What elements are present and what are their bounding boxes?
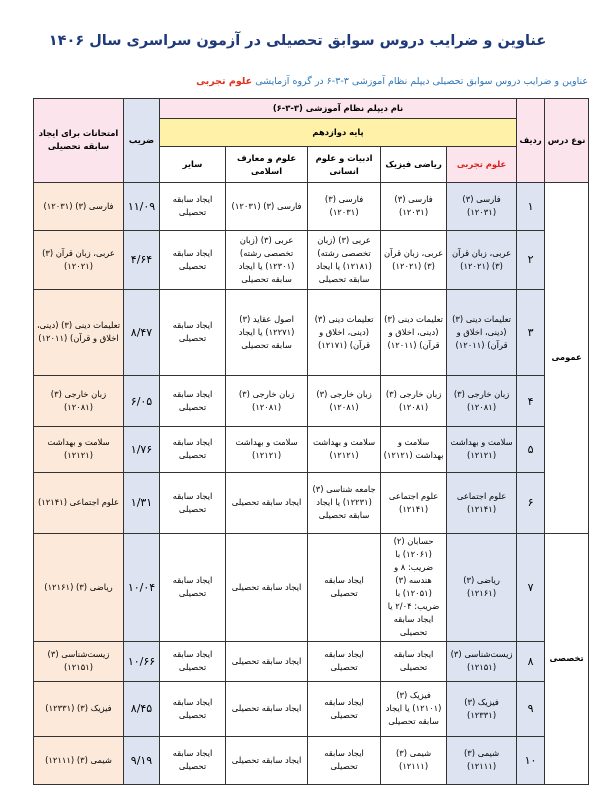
cell-science: تعلیمات دینی (۳) (دینی، اخلاق و قرآن) (۱۲۰۱۱): [447, 289, 517, 376]
row-number: ۶: [517, 473, 545, 534]
cell-math: شیمی (۳) (۱۲۱۱۱): [381, 736, 447, 784]
type-specialized: تخصصی: [545, 533, 589, 784]
cell-math: زبان خارجی (۳) (۱۲۰۸۱): [381, 376, 447, 426]
cell-exam: زبان خارجی (۳) (۱۲۰۸۱): [34, 376, 124, 426]
cell-islamic: عربی (۳) (زبان تخصصی رشته) (۱۲۳۰۱) یا ایجاد سابقه تحصیلی: [226, 231, 308, 290]
cell-humanities: سلامت و بهداشت (۱۲۱۲۱): [308, 426, 381, 472]
cell-humanities: ایجاد سابقه تحصیلی: [308, 533, 381, 641]
table-row: [34, 533, 589, 641]
header-col-other: سایر: [160, 147, 226, 182]
cell-humanities: فارسی (۳) (۱۲۰۳۱): [308, 182, 381, 230]
cell-exam: عربی، زبان قرآن (۳) (۱۲۰۲۱): [34, 231, 124, 290]
cell-math: سلامت و بهداشت (۱۲۱۲۱): [381, 426, 447, 472]
cell-science: شیمی (۳) (۱۲۱۱۱): [447, 736, 517, 784]
row-number: ۵: [517, 426, 545, 472]
cell-math: عربی، زبان قرآن (۳) (۱۲۰۲۱): [381, 231, 447, 290]
cell-humanities: زبان خارجی (۳) (۱۲۰۸۱): [308, 376, 381, 426]
header-row: ردیف: [517, 99, 545, 183]
cell-islamic: سلامت و بهداشت (۱۲۱۲۱): [226, 426, 308, 472]
cell-science: سلامت و بهداشت (۱۲۱۲۱): [447, 426, 517, 472]
cell-islamic: ایجاد سابقه تحصیلی: [226, 533, 308, 641]
page-subtitle: [40, 76, 588, 87]
cell-science: عربی، زبان قرآن (۳) (۱۲۰۲۱): [447, 231, 517, 290]
cell-exam: شیمی (۳) (۱۲۱۱۱): [34, 736, 124, 784]
cell-humanities: جامعه شناسی (۳) (۱۲۲۳۱) یا ایجاد سابقه تحصیلی: [308, 473, 381, 534]
cell-math: فیزیک (۳) (۱۲۱۰۱) یا ایجاد سابقه تحصیلی: [381, 682, 447, 736]
cell-science: زیست‌شناسی (۳) (۱۲۱۵۱): [447, 641, 517, 681]
cell-other: ایجاد سابقه تحصیلی: [160, 682, 226, 736]
cell-coef: ۱/۷۶: [124, 426, 160, 472]
header-coef: ضریب: [124, 99, 160, 183]
row-number: ۲: [517, 231, 545, 290]
header-col-humanities: ادبیات و علوم انسانی: [308, 147, 381, 182]
cell-exam: زیست‌شناسی (۳) (۱۲۱۵۱): [34, 641, 124, 681]
cell-exam: علوم اجتماعی (۱۲۱۴۱): [34, 473, 124, 534]
cell-exam: فیزیک (۳) (۱۲۳۳۱): [34, 682, 124, 736]
row-number: ۷: [517, 533, 545, 641]
cell-science: زبان خارجی (۳) (۱۲۰۸۱): [447, 376, 517, 426]
header-col-math: ریاضی فیزیک: [381, 147, 447, 182]
cell-math: حسابان (۲) (۱۲۰۶۱) با ضریب: ۸ و هندسه (۳) (۱۲۰۵۱) با ضریب: ۲/۰۴ یا ایجاد سابقه تحصیلی: [381, 533, 447, 641]
cell-exam: تعلیمات دینی (۳) (دینی، اخلاق و قرآن) (۱۲۰۱۱): [34, 289, 124, 376]
cell-humanities: ایجاد سابقه تحصیلی: [308, 736, 381, 784]
cell-science: ریاضی (۳) (۱۲۱۶۱): [447, 533, 517, 641]
cell-islamic: ایجاد سابقه تحصیلی: [226, 641, 308, 681]
row-number: ۴: [517, 376, 545, 426]
header-diploma: نام دیپلم نظام آموزشی (۳-۳-۶): [160, 99, 517, 119]
table-row: [34, 231, 589, 290]
header-exams: امتحانات برای ایجاد سابقه تحصیلی: [34, 99, 124, 183]
cell-exam: سلامت و بهداشت (۱۲۱۲۱): [34, 426, 124, 472]
page-title: عناوین و ضرایب دروس سوابق تحصیلی در آزمون سراسری سال ۱۴۰۶: [48, 33, 547, 49]
table-row: [34, 641, 589, 681]
table-row: [34, 376, 589, 426]
cell-coef: ۱۰/۶۶: [124, 641, 160, 681]
cell-coef: ۱۱/۰۹: [124, 182, 160, 230]
header-course-type: نوع درس: [545, 99, 589, 183]
row-number: ۸: [517, 641, 545, 681]
cell-coef: ۴/۶۴: [124, 231, 160, 290]
table-row: [34, 682, 589, 736]
cell-math: تعلیمات دینی (۳) (دینی، اخلاق و قرآن) (۱۲۰۱۱): [381, 289, 447, 376]
cell-islamic: فارسی (۳) (۱۲۰۳۱): [226, 182, 308, 230]
cell-other: ایجاد سابقه تحصیلی: [160, 426, 226, 472]
table-row: [34, 182, 589, 230]
header-col-islamic: علوم و معارف اسلامی: [226, 147, 308, 182]
cell-math: علوم اجتماعی (۱۲۱۴۱): [381, 473, 447, 534]
cell-science: علوم اجتماعی (۱۲۱۴۱): [447, 473, 517, 534]
table-row: [34, 473, 589, 534]
cell-other: ایجاد سابقه تحصیلی: [160, 289, 226, 376]
cell-science: فارسی (۳) (۱۲۰۳۱): [447, 182, 517, 230]
table-row: [34, 736, 589, 784]
coefficients-table: [33, 98, 589, 785]
subtitle-group: علوم تجربی: [196, 76, 253, 87]
cell-coef: ۹/۱۹: [124, 736, 160, 784]
cell-coef: ۱/۳۱: [124, 473, 160, 534]
subtitle-main: عناوین و ضرایب دروس سوابق تحصیلی دیپلم نظام آموزشی ۳-۳-۶ در گروه آزمایشی: [255, 76, 588, 87]
cell-islamic: اصول عقاید (۳) (۱۲۲۷۱) یا ایجاد سابقه تحصیلی: [226, 289, 308, 376]
cell-coef: ۸/۴۵: [124, 682, 160, 736]
cell-exam: فارسی (۳) (۱۲۰۳۱): [34, 182, 124, 230]
cell-other: ایجاد سابقه تحصیلی: [160, 231, 226, 290]
cell-other: ایجاد سابقه تحصیلی: [160, 182, 226, 230]
cell-math: ایجاد سابقه تحصیلی: [381, 641, 447, 681]
cell-humanities: ایجاد سابقه تحصیلی: [308, 682, 381, 736]
cell-science: فیزیک (۳) (۱۲۳۳۱): [447, 682, 517, 736]
cell-other: ایجاد سابقه تحصیلی: [160, 533, 226, 641]
cell-other: ایجاد سابقه تحصیلی: [160, 736, 226, 784]
row-number: ۱۰: [517, 736, 545, 784]
table-row: [34, 426, 589, 472]
cell-islamic: ایجاد سابقه تحصیلی: [226, 473, 308, 534]
type-general: عمومی: [545, 182, 589, 533]
table-row: [34, 289, 589, 376]
cell-coef: ۸/۴۷: [124, 289, 160, 376]
row-number: ۱: [517, 182, 545, 230]
cell-coef: ۶/۰۵: [124, 376, 160, 426]
cell-other: ایجاد سابقه تحصیلی: [160, 376, 226, 426]
cell-islamic: ایجاد سابقه تحصیلی: [226, 736, 308, 784]
cell-exam: ریاضی (۳) (۱۲۱۶۱): [34, 533, 124, 641]
cell-humanities: ایجاد سابقه تحصیلی: [308, 641, 381, 681]
cell-coef: ۱۰/۰۴: [124, 533, 160, 641]
cell-other: ایجاد سابقه تحصیلی: [160, 473, 226, 534]
cell-math: فارسی (۳) (۱۲۰۳۱): [381, 182, 447, 230]
row-number: ۹: [517, 682, 545, 736]
header-grade: پایه دوازدهم: [160, 119, 517, 147]
cell-islamic: زبان خارجی (۳) (۱۲۰۸۱): [226, 376, 308, 426]
cell-islamic: ایجاد سابقه تحصیلی: [226, 682, 308, 736]
cell-humanities: تعلیمات دینی (۳) (دینی، اخلاق و قرآن) (۱۲۱۷۱): [308, 289, 381, 376]
cell-other: ایجاد سابقه تحصیلی: [160, 641, 226, 681]
cell-humanities: عربی (۳) (زبان تخصصی رشته) (۱۲۱۸۱) یا ایجاد سابقه تحصیلی: [308, 231, 381, 290]
row-number: ۳: [517, 289, 545, 376]
header-col-science: علوم تجربی: [447, 147, 517, 182]
